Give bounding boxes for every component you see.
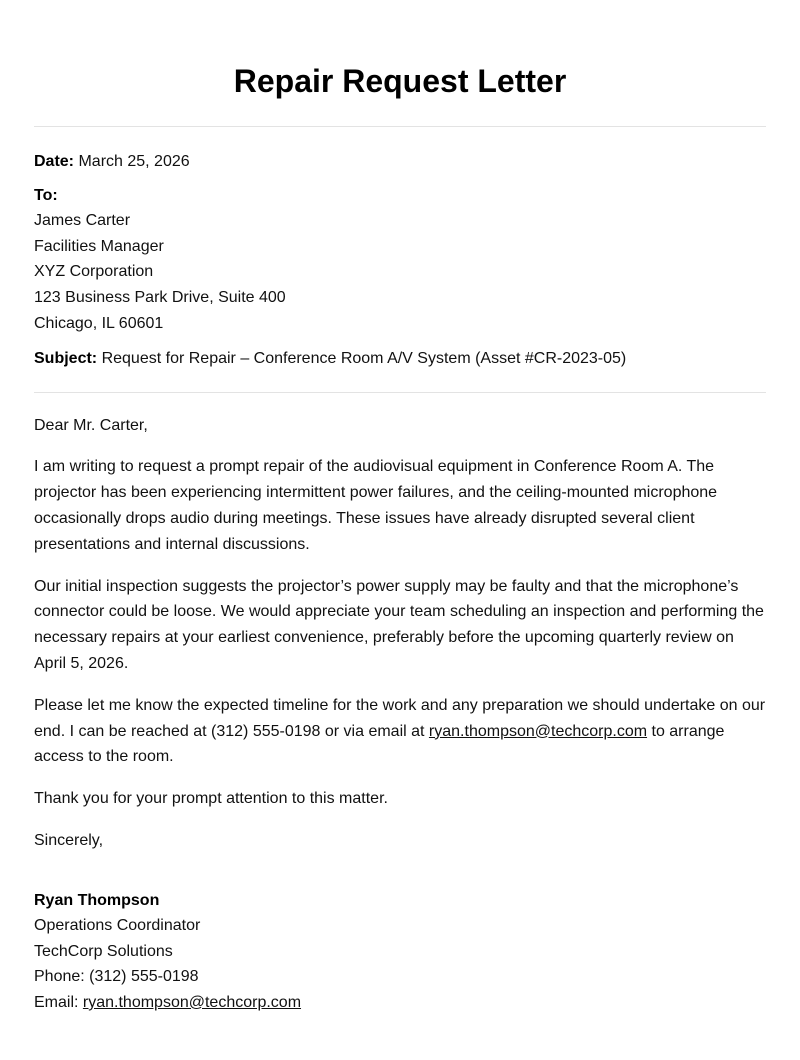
- body-divider: [34, 392, 766, 393]
- date-line: [34, 149, 766, 175]
- body-paragraph-4: Thank you for your prompt attention to this matter.: [34, 790, 388, 808]
- body-paragraph-2: Our initial inspection suggests the projector’s power supply may be faulty and that the microphone’s connector could be loose. We would appreciate your team scheduling an inspection and performing the necessary repairs at your earliest convenience, preferably before the upcoming quarterly review on April 5, 2026.: [34, 577, 764, 672]
- signature-email-line: [34, 990, 766, 1016]
- signature-phone: Phone: (312) 555-0198: [34, 968, 199, 986]
- signature-name: Ryan Thompson: [34, 891, 160, 909]
- closing: Sincerely,: [34, 831, 104, 849]
- signature-email-label: Email:: [34, 993, 83, 1011]
- signature-title: Operations Coordinator: [34, 917, 201, 935]
- email-link[interactable]: ryan.thompson@techcorp.com: [428, 722, 648, 740]
- body-paragraph-1: I am writing to request a prompt repair of the audiovisual equipment in Conference Room A. The projector has been experiencing intermittent power failures, and the ceiling-mounted microphone occasionally drops audio during meetings. These issues have already disrupted several client presentations and internal discussions.: [34, 458, 718, 553]
- date-value: March 25, 2026: [78, 153, 190, 170]
- recipient-city: Chicago, IL 60601: [34, 314, 164, 332]
- salutation: Dear Mr. Carter,: [34, 416, 148, 434]
- header-divider: [34, 126, 766, 127]
- subject-value: Request for Repair – Conference Room A/V System (Asset #CR-2023-05): [101, 350, 627, 368]
- subject-label: Subject:: [34, 350, 98, 368]
- recipient-name: James Carter: [34, 212, 131, 230]
- recipient-title: Facilities Manager: [34, 237, 164, 255]
- recipient-company: XYZ Corporation: [34, 263, 154, 281]
- recipient-address: [34, 208, 766, 336]
- date-label: Date:: [34, 153, 75, 170]
- body-paragraph-3: [34, 693, 766, 770]
- to-label: To:: [34, 186, 58, 204]
- recipient-street: 123 Business Park Drive, Suite 400: [34, 288, 286, 306]
- signature-company: TechCorp Solutions: [34, 942, 173, 960]
- subject-line: [34, 346, 766, 372]
- page-title: Repair Request Letter: [233, 63, 567, 99]
- paragraph-3-text-start: Please let me know the expected timeline for the work and any preparation we should undertake on our end. I can be reached at (312) 555-0198 or via email at: [34, 696, 766, 740]
- signature-email-link[interactable]: ryan.thompson@techcorp.com: [82, 993, 302, 1011]
- paragraph-3-text-end: to arrange access to the room.: [34, 722, 725, 766]
- signature-block: [34, 888, 766, 1016]
